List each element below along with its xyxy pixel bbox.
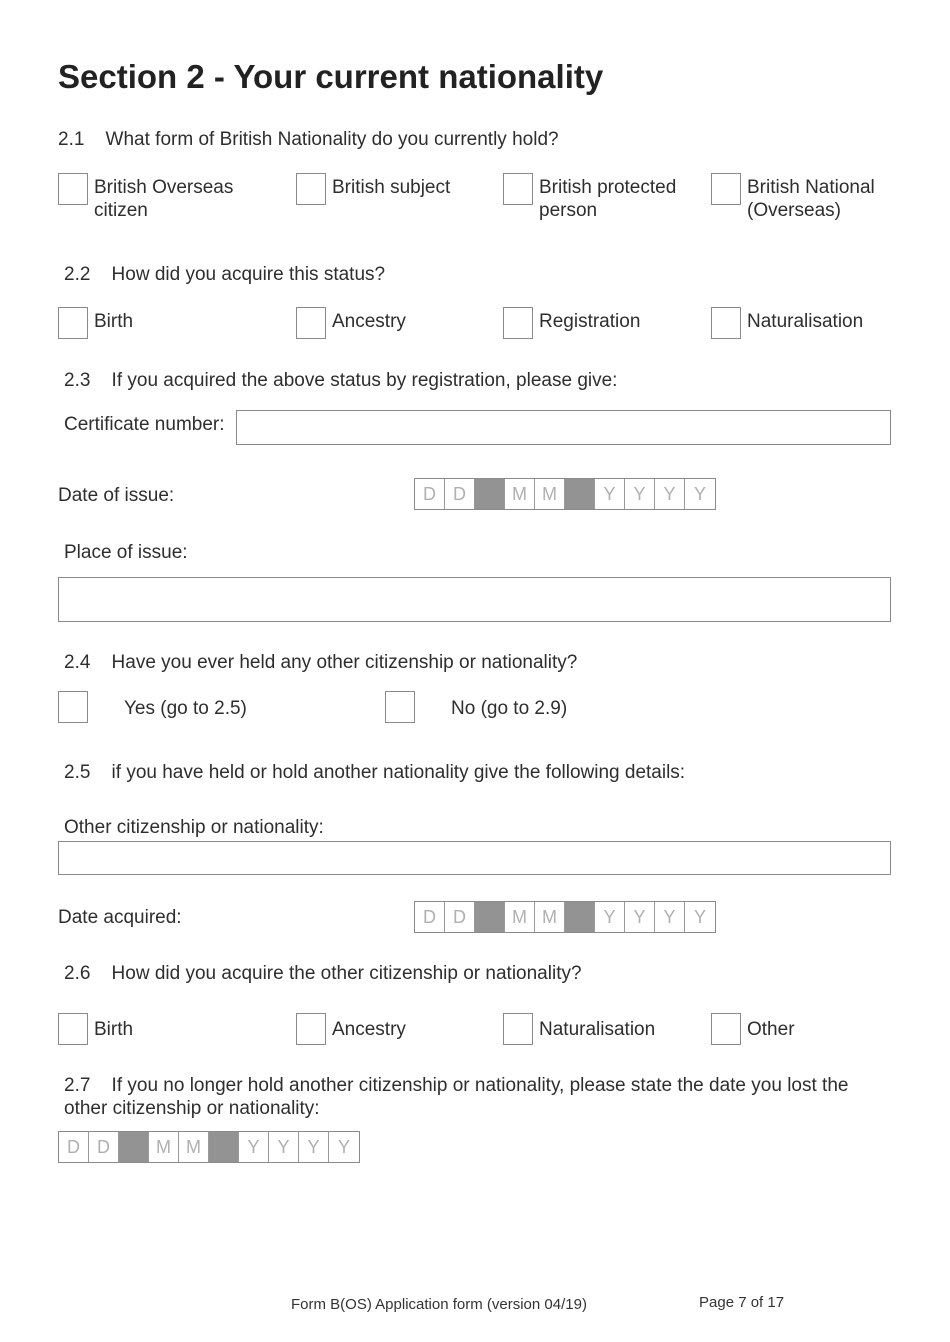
page-title: Section 2 - Your current nationality bbox=[58, 58, 604, 95]
question-text: If you acquired the above status by registration, please give: bbox=[111, 370, 618, 391]
checkbox-other[interactable] bbox=[711, 1013, 741, 1045]
question-number: 2.1 bbox=[58, 129, 85, 150]
month-digit[interactable]: M bbox=[149, 1132, 179, 1162]
date-separator bbox=[475, 902, 505, 932]
year-digit[interactable]: Y bbox=[337, 1136, 350, 1157]
month-digit[interactable]: M bbox=[535, 479, 565, 509]
yes-label: Yes (go to 2.5) bbox=[124, 698, 247, 719]
question-2-2 bbox=[64, 264, 385, 286]
date-of-issue-label: Date of issue: bbox=[58, 485, 175, 506]
checkbox-british-overseas-citizen[interactable] bbox=[58, 173, 88, 205]
place-of-issue-input[interactable] bbox=[58, 577, 891, 622]
checkbox-ancestry[interactable] bbox=[296, 307, 326, 339]
date-separator bbox=[475, 479, 505, 509]
checkbox-other-ancestry[interactable] bbox=[296, 1013, 326, 1045]
month-digit[interactable]: M bbox=[505, 902, 535, 932]
day-digit[interactable]: D bbox=[445, 902, 475, 932]
year-digit[interactable]: Y bbox=[655, 479, 685, 509]
year-digit[interactable]: Y bbox=[693, 906, 706, 927]
year-digit[interactable]: Y bbox=[595, 902, 625, 932]
day-digit[interactable]: D bbox=[415, 902, 445, 932]
question-number: 2.5 bbox=[64, 762, 91, 783]
date-acquired-input[interactable] bbox=[414, 901, 716, 933]
year-digit[interactable]: Y bbox=[625, 479, 655, 509]
option-label: Birth bbox=[94, 1019, 134, 1040]
day-digit[interactable]: D bbox=[89, 1132, 119, 1162]
year-digit[interactable]: Y bbox=[595, 479, 625, 509]
checkbox-registration[interactable] bbox=[503, 307, 533, 339]
place-of-issue-label: Place of issue: bbox=[64, 542, 188, 563]
checkbox-naturalisation[interactable] bbox=[711, 307, 741, 339]
option-label: Naturalisation bbox=[747, 311, 864, 332]
option-label: Registration bbox=[539, 311, 641, 332]
other-citizenship-label: Other citizenship or nationality: bbox=[64, 817, 324, 838]
option-label: British protected person bbox=[539, 177, 677, 221]
question-number: 2.6 bbox=[64, 963, 91, 984]
question-number: 2.7 bbox=[64, 1075, 91, 1096]
year-digit[interactable]: Y bbox=[625, 902, 655, 932]
date-separator bbox=[119, 1132, 149, 1162]
year-digit[interactable]: Y bbox=[239, 1132, 269, 1162]
month-digit[interactable]: M bbox=[505, 479, 535, 509]
footer-page-number: Page 7 of 17 bbox=[699, 1294, 785, 1311]
question-2-4 bbox=[64, 652, 577, 674]
option-label: Naturalisation bbox=[539, 1019, 656, 1040]
no-label: No (go to 2.9) bbox=[451, 698, 568, 719]
option-label: Birth bbox=[94, 311, 134, 332]
question-text-continued: other citizenship or nationality: bbox=[64, 1098, 320, 1119]
option-label: Other bbox=[747, 1019, 795, 1040]
question-2-6 bbox=[64, 963, 582, 985]
checkbox-british-subject[interactable] bbox=[296, 173, 326, 205]
certificate-number-label: Certificate number: bbox=[64, 414, 225, 435]
question-2-3 bbox=[64, 370, 617, 392]
question-2-1 bbox=[58, 129, 559, 151]
question-text: Have you ever held any other citizenship or nationality? bbox=[111, 652, 578, 673]
footer-form-name: Form B(OS) Application form (version 04/19) bbox=[291, 1296, 587, 1313]
option-label: Ancestry bbox=[332, 311, 406, 332]
certificate-number-input[interactable] bbox=[236, 410, 891, 445]
year-digit[interactable]: Y bbox=[299, 1132, 329, 1162]
year-digit[interactable]: Y bbox=[655, 902, 685, 932]
other-citizenship-input[interactable] bbox=[58, 841, 891, 875]
checkbox-no[interactable] bbox=[385, 691, 415, 723]
date-separator bbox=[565, 479, 595, 509]
year-digit[interactable]: Y bbox=[269, 1132, 299, 1162]
question-number: 2.2 bbox=[64, 264, 91, 285]
checkbox-british-protected-person[interactable] bbox=[503, 173, 533, 205]
checkbox-british-national-overseas[interactable] bbox=[711, 173, 741, 205]
month-digit[interactable]: M bbox=[535, 902, 565, 932]
year-digit[interactable]: Y bbox=[693, 483, 706, 504]
checkbox-other-naturalisation[interactable] bbox=[503, 1013, 533, 1045]
question-2-5 bbox=[64, 762, 685, 784]
option-label: British subject bbox=[332, 177, 451, 198]
date-separator bbox=[565, 902, 595, 932]
date-of-issue-input[interactable] bbox=[414, 478, 716, 510]
question-text: if you have held or hold another nationality give the following details: bbox=[111, 762, 686, 783]
day-digit[interactable]: D bbox=[415, 479, 445, 509]
question-text: How did you acquire this status? bbox=[111, 264, 386, 285]
month-digit[interactable]: M bbox=[179, 1132, 209, 1162]
date-acquired-label: Date acquired: bbox=[58, 907, 182, 928]
option-label: Ancestry bbox=[332, 1019, 406, 1040]
question-text: How did you acquire the other citizenship or nationality? bbox=[111, 963, 582, 984]
day-digit[interactable]: D bbox=[59, 1132, 89, 1162]
question-text: If you no longer hold another citizenship or nationality, please state the date you lost the bbox=[111, 1075, 849, 1096]
checkbox-yes[interactable] bbox=[58, 691, 88, 723]
day-digit[interactable]: D bbox=[445, 479, 475, 509]
date-lost-input[interactable] bbox=[58, 1131, 360, 1163]
option-label: British Overseas citizen bbox=[94, 177, 234, 221]
question-number: 2.3 bbox=[64, 370, 91, 391]
question-text: What form of British Nationality do you currently hold? bbox=[105, 129, 559, 150]
checkbox-birth[interactable] bbox=[58, 307, 88, 339]
option-label: British National (Overseas) bbox=[747, 177, 875, 221]
checkbox-other-birth[interactable] bbox=[58, 1013, 88, 1045]
question-number: 2.4 bbox=[64, 652, 91, 673]
date-separator bbox=[209, 1132, 239, 1162]
question-2-7 bbox=[64, 1074, 848, 1120]
